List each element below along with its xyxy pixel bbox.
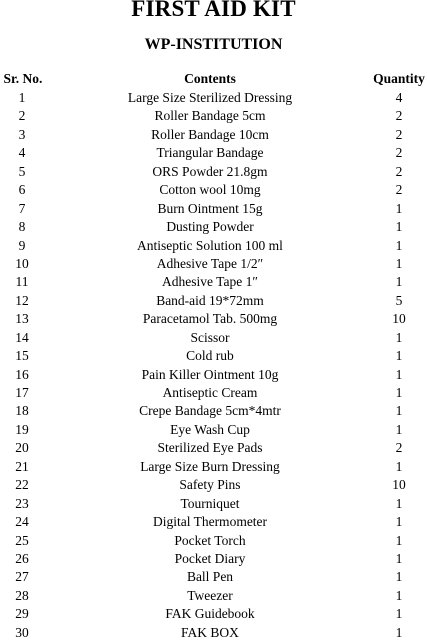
row-quantity: 1	[395, 385, 403, 400]
row-contents: Digital Thermometer	[152, 514, 268, 530]
row-quantity: 2	[395, 182, 403, 198]
row-contents: Ball Pen	[186, 569, 234, 585]
row-sr-no: 27	[15, 569, 29, 585]
row-contents: Paracetamol Tab. 500mg	[142, 311, 278, 327]
row-contents: ORS Powder 21.8gm	[152, 163, 268, 179]
document-subtitle: WP-INSTITUTION	[144, 36, 283, 53]
row-sr-no: 14	[15, 329, 29, 345]
row-contents: Pocket Diary	[174, 550, 246, 566]
row-quantity: 1	[395, 624, 403, 640]
row-quantity: 4	[395, 90, 403, 105]
table-row	[0, 107, 427, 125]
row-sr-no: 16	[15, 366, 29, 382]
row-quantity: 1	[395, 348, 403, 364]
header-quantity: Quantity	[373, 71, 425, 86]
row-contents: Scissor	[190, 329, 230, 345]
table-row	[0, 402, 427, 420]
row-contents: FAK Guidebook	[165, 606, 255, 622]
header-contents: Contents	[184, 71, 236, 86]
table-row	[0, 200, 427, 218]
row-quantity: 2	[395, 108, 403, 124]
row-contents: Antiseptic Solution 100 ml	[137, 237, 283, 253]
row-contents: Band-aid 19*72mm	[156, 292, 264, 308]
table-row	[0, 255, 427, 273]
row-quantity: 1	[395, 550, 403, 566]
row-sr-no: 21	[15, 458, 29, 474]
row-quantity: 2	[395, 126, 403, 142]
row-sr-no: 13	[15, 311, 29, 327]
table-row	[0, 439, 427, 457]
row-contents: Large Size Sterilized Dressing	[127, 90, 293, 105]
table-row	[0, 366, 427, 384]
row-contents: FAK BOX	[181, 624, 239, 640]
row-contents: Roller Bandage 5cm	[154, 108, 266, 124]
row-quantity: 1	[395, 495, 403, 511]
row-contents: Adhesive Tape 1/2″	[156, 255, 264, 271]
row-sr-no: 20	[15, 440, 29, 456]
table-row	[0, 126, 427, 144]
table-body	[0, 89, 427, 642]
row-quantity: 1	[395, 514, 403, 530]
table-row	[0, 310, 427, 328]
row-quantity: 1	[395, 329, 403, 345]
row-contents: Eye Wash Cup	[170, 421, 250, 437]
table-row	[0, 163, 427, 181]
row-sr-no: 29	[15, 606, 29, 622]
row-sr-no: 6	[18, 182, 26, 198]
row-quantity: 1	[395, 403, 403, 419]
table-row	[0, 384, 427, 402]
row-contents: Sterilized Eye Pads	[157, 440, 263, 456]
header-sr-no: Sr. No.	[3, 71, 43, 86]
table-row	[0, 587, 427, 605]
row-quantity: 1	[395, 458, 403, 474]
table-row	[0, 605, 427, 623]
row-quantity: 1	[395, 366, 403, 382]
table-row	[0, 347, 427, 365]
table-row	[0, 144, 427, 162]
row-contents: Pain Killer Ointment 10g	[141, 366, 279, 382]
row-sr-no: 18	[15, 403, 29, 419]
row-contents: Triangular Bandage	[156, 145, 264, 161]
row-sr-no: 12	[15, 292, 29, 308]
table-row	[0, 550, 427, 568]
table-row	[0, 89, 427, 107]
row-sr-no: 23	[15, 495, 29, 511]
row-quantity: 2	[395, 145, 403, 161]
row-sr-no: 1	[18, 90, 26, 105]
row-quantity: 10	[392, 477, 406, 493]
row-sr-no: 24	[15, 514, 29, 530]
row-quantity: 1	[395, 532, 403, 548]
row-sr-no: 17	[15, 385, 29, 400]
table-row	[0, 292, 427, 310]
row-quantity: 1	[395, 219, 403, 235]
table-row	[0, 421, 427, 439]
table-row	[0, 329, 427, 347]
row-contents: Pocket Torch	[174, 532, 246, 548]
row-contents: Dusting Powder	[166, 219, 254, 235]
row-contents: Roller Bandage 10cm	[151, 126, 269, 142]
row-quantity: 1	[395, 569, 403, 585]
row-contents: Cotton wool 10mg	[159, 182, 261, 198]
row-sr-no: 22	[15, 477, 29, 493]
row-sr-no: 15	[15, 348, 29, 364]
row-contents: Cold rub	[186, 348, 234, 364]
table-row	[0, 532, 427, 550]
row-quantity: 1	[395, 606, 403, 622]
row-sr-no: 9	[18, 237, 26, 253]
table-row	[0, 476, 427, 494]
table-row	[0, 458, 427, 476]
row-sr-no: 11	[15, 274, 29, 290]
row-sr-no: 10	[15, 255, 29, 271]
row-sr-no: 30	[15, 624, 29, 640]
row-quantity: 1	[395, 587, 403, 603]
row-sr-no: 2	[18, 108, 26, 124]
row-quantity: 1	[395, 274, 403, 290]
table-row	[0, 513, 427, 531]
row-contents: Tweezer	[187, 587, 233, 603]
row-sr-no: 8	[18, 219, 26, 235]
row-quantity: 1	[395, 237, 403, 253]
table-row	[0, 218, 427, 236]
table-row	[0, 624, 427, 642]
row-sr-no: 26	[15, 550, 29, 566]
row-quantity: 10	[392, 311, 406, 327]
table-row	[0, 495, 427, 513]
row-sr-no: 25	[15, 532, 29, 548]
table-row	[0, 181, 427, 199]
row-contents: Burn Ointment 15g	[157, 200, 263, 216]
row-contents: Crepe Bandage 5cm*4mtr	[139, 403, 281, 419]
table-header	[0, 70, 427, 88]
row-contents: Adhesive Tape 1″	[162, 274, 258, 290]
row-quantity: 1	[395, 255, 403, 271]
row-quantity: 5	[395, 292, 403, 308]
row-sr-no: 3	[18, 126, 26, 142]
row-sr-no: 28	[15, 587, 29, 603]
document-title: FIRST AID KIT	[131, 0, 296, 21]
row-contents: Safety Pins	[179, 477, 241, 493]
table-row	[0, 273, 427, 291]
row-contents: Large Size Burn Dressing	[140, 458, 280, 474]
row-quantity: 2	[395, 440, 403, 456]
table-row	[0, 237, 427, 255]
row-contents: Antiseptic Cream	[162, 385, 258, 400]
row-sr-no: 5	[18, 163, 26, 179]
row-sr-no: 19	[15, 421, 29, 437]
row-sr-no: 7	[18, 200, 26, 216]
row-quantity: 2	[395, 163, 403, 179]
row-contents: Tourniquet	[180, 495, 240, 511]
table-row	[0, 568, 427, 586]
row-sr-no: 4	[18, 145, 26, 161]
row-quantity: 1	[395, 200, 403, 216]
row-quantity: 1	[395, 421, 403, 437]
